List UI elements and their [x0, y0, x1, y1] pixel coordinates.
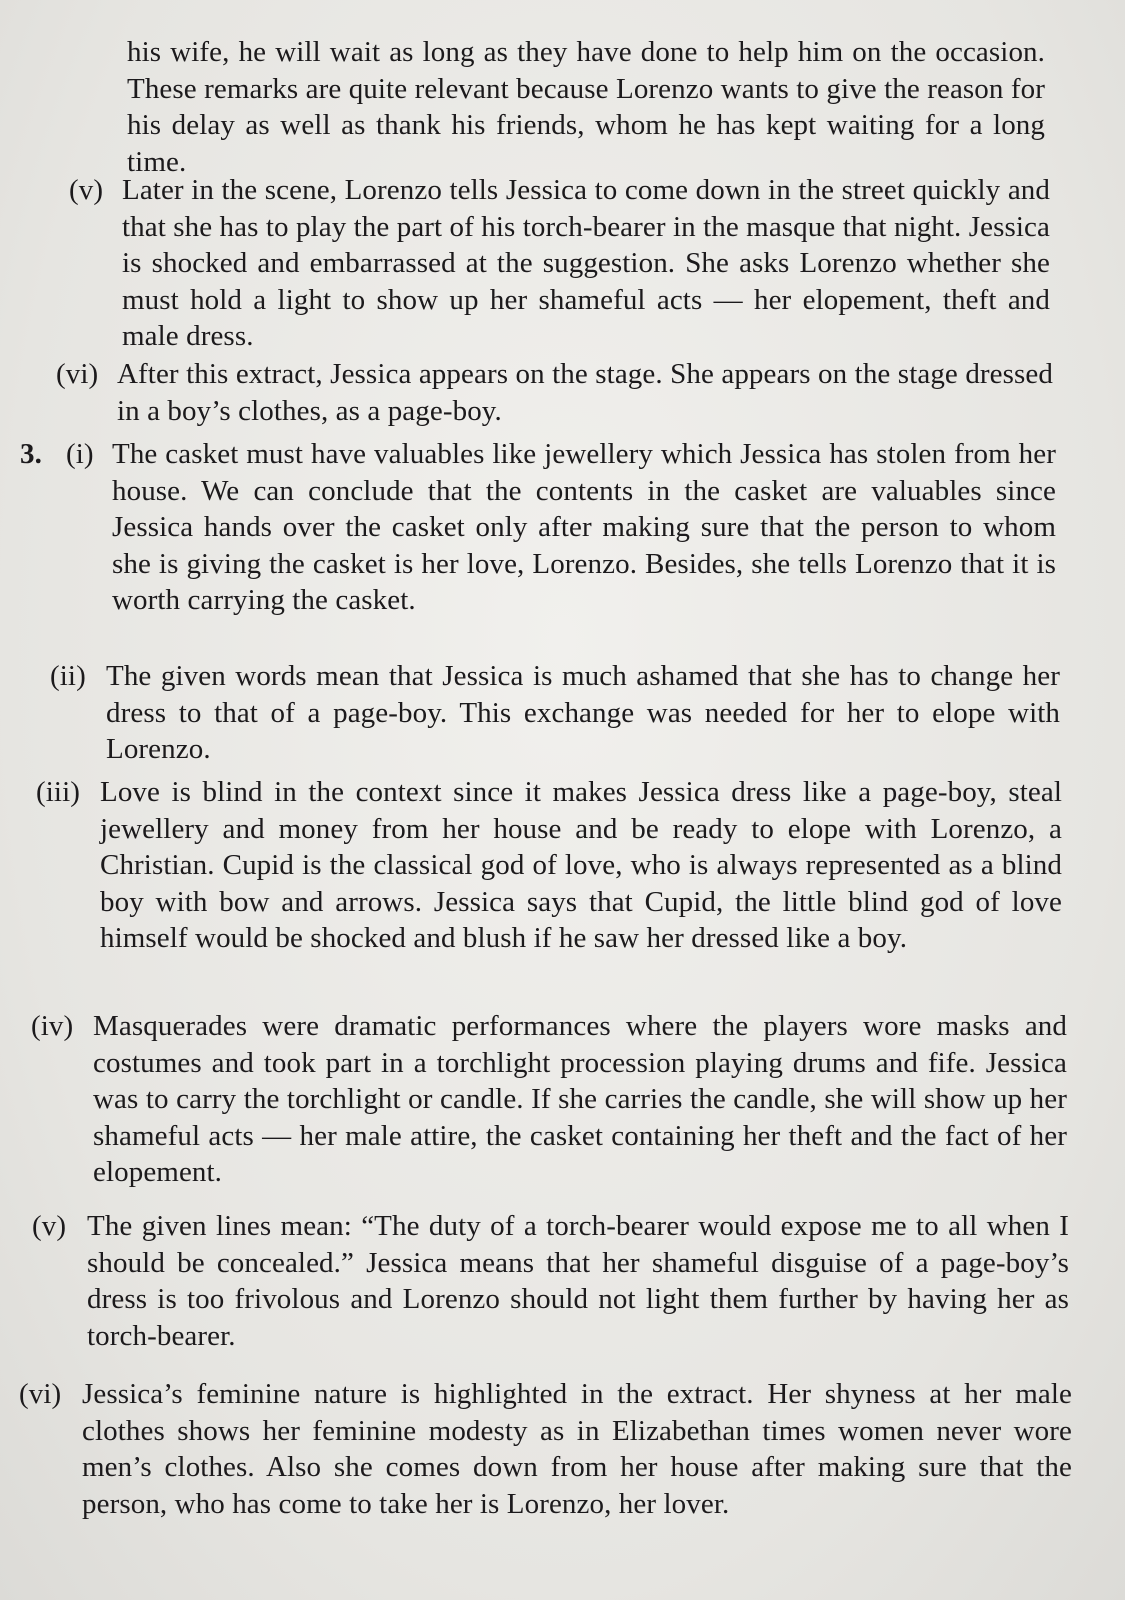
item-label: (iii) [36, 776, 80, 808]
answer-2-v [69, 172, 1050, 355]
paragraph-text: Love is blind in the context since it makes Jessica dress like a page-boy, steal jewellery and money from her house and be ready to elope with Lorenzo, a Christian. Cupid is the classical god of love, who is always represented as a blind boy with bow and arrows. Jessica says that Cupid, the little blind god of love himself would be shocked and blush if he saw her dressed like a boy. [100, 776, 1062, 954]
item-label: (vi) [19, 1378, 62, 1410]
item-label: (v) [32, 1210, 67, 1242]
paragraph-text: After this extract, Jessica appears on the stage. She appears on the stage dressed in a boy’s clothes, as a page-boy. [117, 358, 1053, 427]
paragraph-continuation [127, 34, 1045, 180]
question-number: 3. [20, 438, 42, 470]
paragraph-text: Masquerades were dramatic performances where the players wore masks and costumes and took part in a torchlight procession playing drums and fife. Jessica was to carry the torchlight or candle. If she carries the candle, she will show up her shameful acts — her male attire, the casket containing her theft and the fact of her elopement. [93, 1010, 1067, 1188]
answer-3-v [32, 1208, 1069, 1354]
answer-3-iv [31, 1008, 1067, 1191]
item-label: (ii) [50, 660, 86, 692]
paragraph-text: The given lines mean: “The duty of a torch-bearer would expose me to all when I should be concealed.” Jessica means that her shameful disguise of a page-boy’s dress is too frivolous and Lorenzo should not light them further by having her as torch-bearer. [87, 1210, 1069, 1352]
item-label: (i) [66, 438, 94, 470]
paragraph-text: Later in the scene, Lorenzo tells Jessica to come down in the street quickly and that she has to play the part of his torch-bearer in the masque that night. Jessica is shocked and embarrassed at the suggestion. She asks Lorenzo whether she must hold a light to show up her shameful acts — her elopement, theft and male dress. [122, 174, 1050, 352]
answer-3-ii [50, 658, 1060, 768]
paragraph-text: his wife, he will wait as long as they have done to help him on the occasion. These remarks are quite relevant because Lorenzo wants to give the reason for his delay as well as thank his friends, whom he has kept waiting for a long time. [127, 36, 1045, 178]
item-label: (vi) [56, 358, 99, 390]
answer-2-vi [56, 356, 1053, 429]
item-label: (v) [69, 174, 104, 206]
answer-3-iii [36, 774, 1062, 957]
paragraph-text: Jessica’s feminine nature is highlighted in the extract. Her shyness at her male clothes shows her feminine modesty as in Elizabethan times women never wore men’s clothes. Also she comes down from her house after making sure that the person, who has come to take her is Lorenzo, her lover. [82, 1378, 1072, 1520]
item-label: (iv) [31, 1010, 74, 1042]
answer-3-vi [19, 1376, 1072, 1522]
paragraph-text: The given words mean that Jessica is much ashamed that she has to change her dress to that of a page-boy. This exchange was needed for her to elope with Lorenzo. [106, 660, 1060, 765]
paragraph-text: The casket must have valuables like jewellery which Jessica has stolen from her house. We can conclude that the contents in the casket are valuables since Jessica hands over the casket only after making sure that the person to whom she is giving the casket is her love, Lorenzo. Besides, she tells Lorenzo that it is worth carrying the casket. [112, 438, 1056, 616]
answer-3-i [20, 436, 1056, 619]
